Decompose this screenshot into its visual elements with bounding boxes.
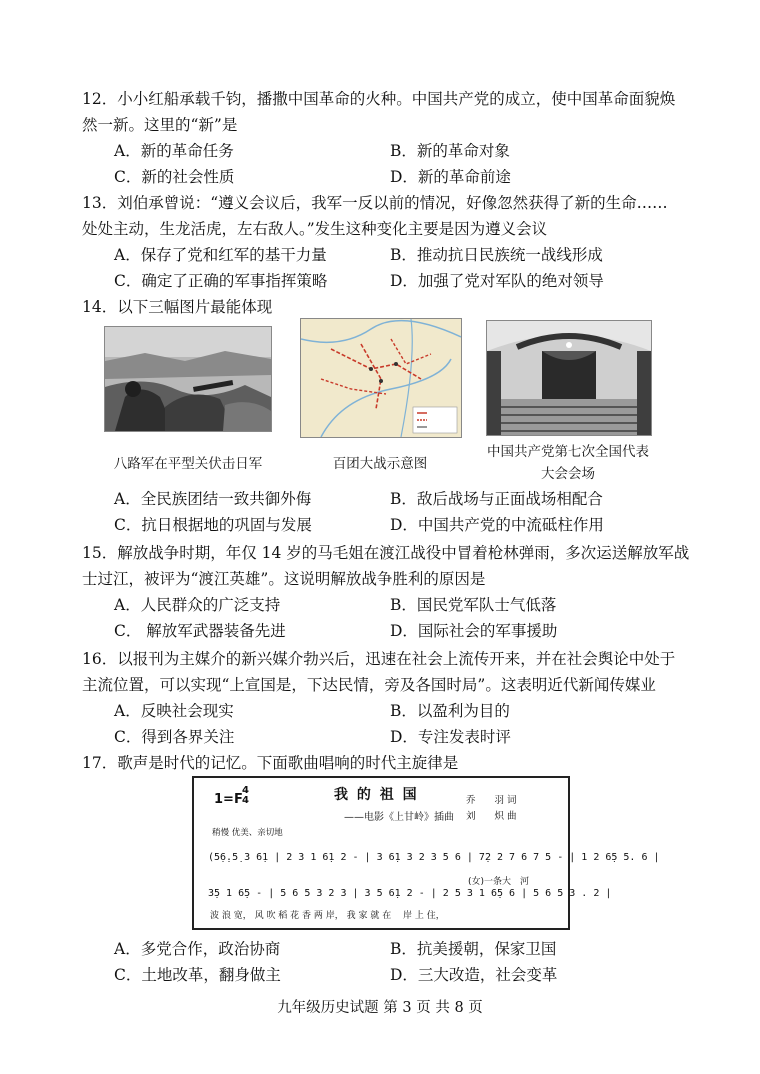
q15-option-b: B．国民党军队士气低落 [390, 596, 557, 614]
q16-stem-line1: 16．以报刊为主媒介的新兴媒介勃兴后，迅速在社会上流传开来，并在社会舆论中处于 [82, 650, 676, 668]
q13-option-b: B．推动抗日民族统一战线形成 [390, 246, 603, 264]
q13-option-a: A．保存了党和红军的基干力量 [114, 246, 327, 264]
q13-option-c: C．确定了正确的军事指挥策略 [114, 272, 328, 290]
score-title: 我 的 祖 国 [334, 787, 419, 803]
score-key: 1=F [214, 792, 243, 807]
q14-stem: 14．以下三幅图片最能体现 [82, 298, 273, 316]
music-score [192, 776, 660, 930]
q15-stem-line2: 士过江，被评为“渡江英雄”。这说明解放战争胜利的原因是 [82, 570, 486, 588]
q17-option-a: A．多党合作，政治协商 [114, 940, 281, 958]
q15-option-d: D．国际社会的军事援助 [390, 622, 558, 640]
score-meter [242, 786, 249, 806]
q17-option-c: C．土地改革，翻身做主 [114, 966, 281, 984]
q17-stem: 17．歌声是时代的记忆。下面歌曲唱响的时代主旋律是 [82, 754, 459, 772]
q17-option-d: D．三大改造，社会变革 [390, 966, 558, 984]
page-footer: 九年级历史试题 第 3 页 共 8 页 [277, 1000, 483, 1016]
score-tempo: 稍慢 优美、亲切地 [212, 828, 283, 838]
seventh-congress-photo [486, 320, 652, 436]
score-subtitle: ——电影《上甘岭》插曲 [344, 812, 454, 823]
q14-option-c: C．抗日根据地的巩固与发展 [114, 516, 312, 534]
score-row1: (5̣6̣.5̣ 3 6̣1 | 2 3 1 6̣1 2 - | 3 6̣1 3 2 3 5 6 | 7̣2 2 7 6 7 5 - | 1 2 6̣5 5. 6 | [208, 852, 660, 863]
q14-option-a: A．全民族团结一致共御外侮 [114, 490, 312, 508]
q12-option-c: C．新的社会性质 [114, 168, 235, 186]
score-row2-lyric: 波 浪 宽， 风 吹 稻 花 香 两 岸， 我 家 就 在 岸 上 住， [210, 911, 445, 921]
caption-seventh-congress-line1: 中国共产党第七次全国代表 [487, 444, 649, 460]
q15-option-a: A．人民群众的广泛支持 [114, 596, 281, 614]
caption-seventh-congress-line2: 大会会场 [541, 466, 595, 482]
q17-option-b: B．抗美援朝，保家卫国 [390, 940, 557, 958]
q14-option-d: D．中国共产党的中流砥柱作用 [390, 516, 604, 534]
q16-option-a: A．反映社会现实 [114, 702, 234, 720]
q12-option-b: B．新的革命对象 [390, 142, 510, 160]
q12-option-a: A．新的革命任务 [114, 142, 234, 160]
pingxingguan-photo [104, 326, 272, 432]
q12-option-d: D．新的革命前途 [390, 168, 511, 186]
hundred-regiments-map [300, 318, 462, 438]
score-row1-lyric: (女)一条大 河 [468, 877, 530, 887]
score-row2: 3̣5 1 6̣5 - | 5 6 5 3 2 3 | 3 5 6̣1 2 - | 2 5 3 1 6̣5 6 | 5 6 5 3 . 2 | [208, 888, 612, 899]
caption-pingxingguan: 八路军在平型关伏击日军 [113, 456, 263, 472]
q15-option-c: C． 解放军武器装备先进 [114, 622, 286, 640]
q16-option-b: B．以盈利为目的 [390, 702, 510, 720]
q12-stem-line2: 然一新。这里的“新”是 [82, 116, 238, 134]
score-meter-bottom: 4 [242, 795, 249, 806]
q15-stem-line1: 15．解放战争时期，年仅 14 岁的马毛姐在渡江战役中冒着枪林弹雨，多次运送解放军战 [82, 544, 690, 562]
q16-stem-line2: 主流位置，可以实现“上宣国是，下达民情，旁及各国时局”。这表明近代新闻传媒业 [82, 676, 656, 694]
caption-hundred-regiments: 百团大战示意图 [332, 456, 428, 472]
q16-option-d: D．专注发表时评 [390, 728, 511, 746]
q13-stem-line2: 处处主动，生龙活虎，左右敌人。”发生这种变化主要是因为遵义会议 [82, 220, 548, 238]
q14-option-b: B．敌后战场与正面战场相配合 [390, 490, 603, 508]
q13-stem-line1: 13．刘伯承曾说：“遵义会议后，我军一反以前的情况，好像忽然获得了新的生命…… [82, 194, 668, 212]
score-lyricist: 乔 羽 词 [466, 795, 517, 806]
score-composer: 刘 炽 曲 [466, 811, 517, 822]
q13-option-d: D．加强了党对军队的绝对领导 [390, 272, 604, 290]
q16-option-c: C．得到各界关注 [114, 728, 235, 746]
q12-stem-line1: 12．小小红船承载千钧，播撒中国革命的火种。中国共产党的成立，使中国革命面貌焕 [82, 90, 676, 108]
score-meter-top: 4 [242, 785, 249, 796]
